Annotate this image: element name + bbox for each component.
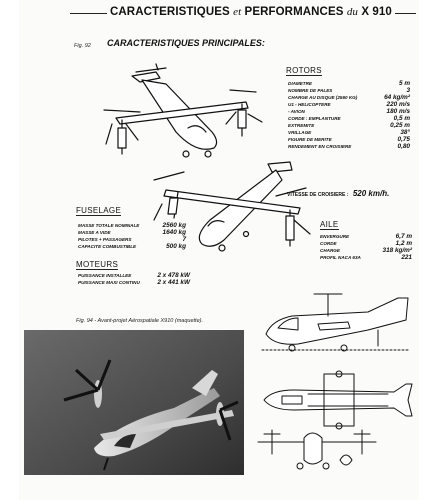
wing-spec-label: CORDE <box>320 241 337 246</box>
rotor-spec-label: CHARGE AU DISQUE (2560 KG) <box>288 95 358 100</box>
rotor-spec-row <box>288 101 410 108</box>
rotor-spec-value: 0,25 m <box>390 122 410 129</box>
rotor-spec-row <box>288 143 410 150</box>
rotor-spec-value: 5 m <box>398 80 410 87</box>
moteurs-table <box>78 272 190 286</box>
aile-heading: AILE <box>320 220 339 229</box>
model-photograph <box>24 330 244 475</box>
rotor-spec-label: DIAMETRE <box>288 81 312 86</box>
fuselage-spec-value: 1640 kg <box>162 229 186 236</box>
moteurs-heading: MOTEURS <box>76 260 119 269</box>
rotor-spec-row <box>288 115 410 122</box>
figure-number-main: Fig. 92 <box>74 43 91 49</box>
rotor-spec-row <box>288 136 410 143</box>
page-title <box>107 6 395 18</box>
rotor-spec-value: 64 kg/m² <box>384 94 410 101</box>
rotor-spec-value: 220 m/s <box>386 101 410 108</box>
rotors-heading: ROTORS <box>286 66 322 75</box>
title-part-1: CARACTERISTIQUES <box>110 6 230 18</box>
fuselage-spec-value: 500 kg <box>166 243 186 250</box>
wing-spec-value: 6,7 m <box>395 233 412 240</box>
rotor-spec-label: U1 - HELICOPTERE <box>288 102 331 107</box>
title-part-3: X 910 <box>361 6 392 18</box>
wing-spec-row <box>320 247 412 254</box>
fuselage-spec-label: CAPACITE COMBUSTIBLE <box>78 244 137 249</box>
wing-spec-label: PROFIL NACA 63A <box>320 255 361 260</box>
wing-spec-label: ENVERGURE <box>320 234 350 239</box>
rotor-spec-label: - AVION <box>288 109 305 114</box>
rotor-spec-value: 0,5 m <box>393 115 410 122</box>
caption-text: Avant-projet Aérospatiale X910 (maquette). <box>97 318 203 324</box>
rotor-spec-value: 3 <box>406 87 410 94</box>
rotor-spec-value: 0,80 <box>397 143 410 150</box>
engine-spec-row <box>78 272 190 279</box>
main-heading: CARACTERISTIQUES PRINCIPALES: <box>107 38 265 48</box>
rotor-spec-value: 180 m/s <box>386 108 410 115</box>
title-connector: et <box>233 6 242 18</box>
fuselage-spec-label: PILOTES + PASSAGERS <box>78 237 132 242</box>
rotor-spec-row <box>288 80 410 87</box>
fuselage-spec-value: 2560 kg <box>162 222 186 229</box>
engine-spec-value: 2 x 441 kW <box>157 279 190 286</box>
fuselage-spec-label: MASSE A VIDE <box>78 230 111 235</box>
rotor-spec-label: EXTREMITE <box>288 123 315 128</box>
fuselage-heading: FUSELAGE <box>76 206 122 215</box>
wing-spec-row <box>320 233 412 240</box>
aircraft-drawing-top <box>96 62 286 174</box>
model-photograph-image <box>24 330 244 475</box>
title-part-2: PERFORMANCES <box>244 6 344 18</box>
wing-spec-value: 1,2 m <box>395 240 412 247</box>
title-du: du <box>346 6 359 18</box>
wing-spec-value: 221 <box>401 254 412 261</box>
figure-caption <box>76 318 203 324</box>
aile-table <box>320 233 412 261</box>
fuselage-spec-value: 7 <box>182 236 186 243</box>
engine-spec-label: PUISSANCE MAXI CONTINU <box>78 280 140 285</box>
rotor-spec-label: VRILLAGE <box>288 130 312 135</box>
engine-spec-row <box>78 279 190 286</box>
engine-spec-label: PUISSANCE INSTALLEE <box>78 273 132 278</box>
aircraft-drawing-middle <box>150 160 315 260</box>
rotor-spec-label: NOMBRE DE PALES <box>288 88 333 93</box>
wing-spec-label: CHARGE <box>320 248 340 253</box>
engine-spec-value: 2 x 478 kW <box>157 272 190 279</box>
rotor-spec-row <box>288 94 410 101</box>
rotor-spec-row <box>288 108 410 115</box>
cruise-speed-label: VITESSE DE CROISIERE : <box>287 192 349 198</box>
rotor-spec-label: RENDEMENT EN CROISIERE <box>288 144 352 149</box>
side-view-drawing <box>258 290 418 368</box>
rotor-spec-value: 38° <box>400 129 410 136</box>
rotor-spec-row <box>288 122 410 129</box>
wing-spec-value: 318 kg/m² <box>382 247 412 254</box>
rotor-spec-label: CORDE : EMPLANTURE <box>288 116 341 121</box>
cruise-speed-value: 520 km/h. <box>352 189 390 198</box>
rotor-spec-row <box>288 129 410 136</box>
rotor-spec-label: FIGURE DE MERITE <box>288 137 332 142</box>
wing-spec-row <box>320 240 412 247</box>
wing-spec-row <box>320 254 412 261</box>
rotors-table <box>288 80 410 150</box>
caption-fig-number: Fig. 94 - <box>76 318 97 324</box>
rotor-spec-value: 0,75 <box>397 136 410 143</box>
fuselage-spec-label: MASSE TOTALE NOMINALE <box>78 223 140 228</box>
rotor-spec-row <box>288 87 410 94</box>
front-view-drawing <box>252 420 382 475</box>
